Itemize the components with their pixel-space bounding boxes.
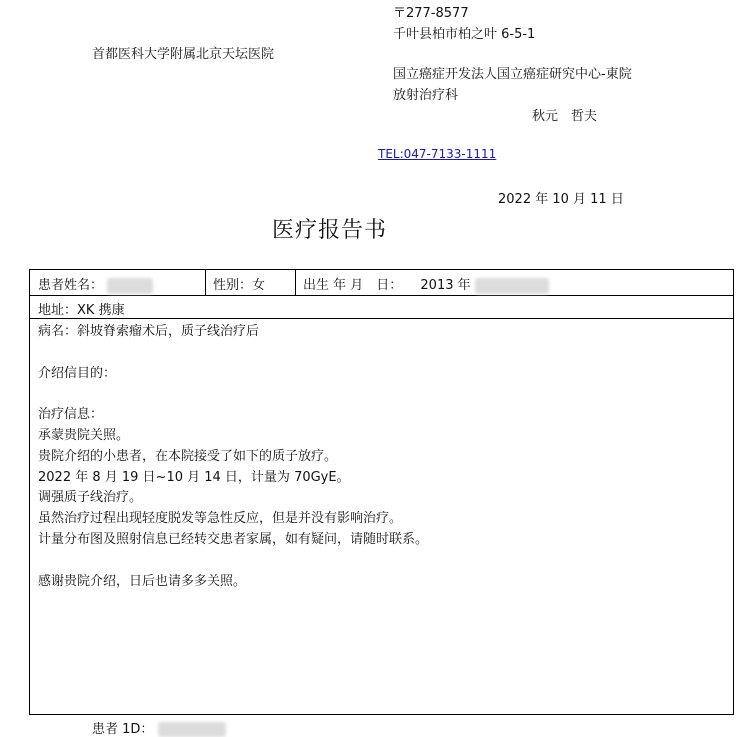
report-line: 贵院介绍的小患者，在本院接受了如下的质子放疗。 xyxy=(38,448,338,464)
address-label: 地址： xyxy=(38,303,78,318)
birth-redacted xyxy=(475,278,549,294)
sex-row xyxy=(213,274,265,293)
sender-doctor: 秋元 哲夫 xyxy=(532,109,598,124)
address-value: XK 携康 xyxy=(77,303,125,318)
report-body xyxy=(38,322,428,592)
sex-value: 女 xyxy=(252,278,266,293)
divider xyxy=(295,270,296,295)
report-line: 介绍信目的： xyxy=(38,365,117,381)
patient-name-label: 患者姓名： xyxy=(38,278,104,293)
patient-name-row xyxy=(38,274,153,294)
report-line: 2022 年 8 月 19 日~10 月 14 日，计量为 70GyE。 xyxy=(38,469,350,485)
report-line: 调强质子线治疗。 xyxy=(38,490,143,506)
page-title: 医疗报告书 xyxy=(272,218,388,243)
tel-link[interactable]: TEL:047-7133-1111 xyxy=(378,147,497,161)
birth-value: 2013 年 xyxy=(420,278,471,293)
report-line xyxy=(38,384,428,405)
report-line xyxy=(38,343,428,364)
report-line: 承蒙贵院关照。 xyxy=(38,427,130,443)
sender-department: 放射治疗科 xyxy=(393,88,459,103)
birth-label: 出生 年 月 日： xyxy=(303,278,403,293)
report-date: 2022 年 10 月 11 日 xyxy=(498,192,624,207)
report-form xyxy=(29,269,734,715)
patient-name-redacted xyxy=(107,278,153,294)
sender-address: 千叶县柏市柏之叶 6-5-1 xyxy=(393,27,536,42)
divider xyxy=(30,295,733,296)
divider xyxy=(205,270,206,295)
sex-label: 性别： xyxy=(213,278,253,293)
report-line: 计量分布图及照射信息已经转交患者家属，如有疑问，请随时联系。 xyxy=(38,531,429,547)
report-line: 感谢贵院介绍，日后也请多多关照。 xyxy=(38,573,247,589)
sender-institution: 国立癌症开发法人国立癌症研究中心-東院 xyxy=(393,67,632,82)
report-line xyxy=(38,551,428,572)
patient-id-label: 患者 1D： xyxy=(92,722,154,737)
patient-id-row xyxy=(92,718,226,737)
report-line: 虽然治疗过程出现轻度脱发等急性反应，但是并没有影响治疗。 xyxy=(38,511,403,527)
divider xyxy=(30,318,733,319)
birth-row xyxy=(303,274,549,294)
patient-id-redacted xyxy=(158,722,226,737)
recipient-hospital: 首都医科大学附属北京天坛医院 xyxy=(92,47,275,62)
address-row xyxy=(38,299,125,318)
sender-postal: 〒277-8577 xyxy=(393,6,469,21)
report-line: 病名：斜坡脊索瘤术后，质子线治疗后 xyxy=(38,324,260,339)
report-line: 治疗信息： xyxy=(38,407,104,423)
